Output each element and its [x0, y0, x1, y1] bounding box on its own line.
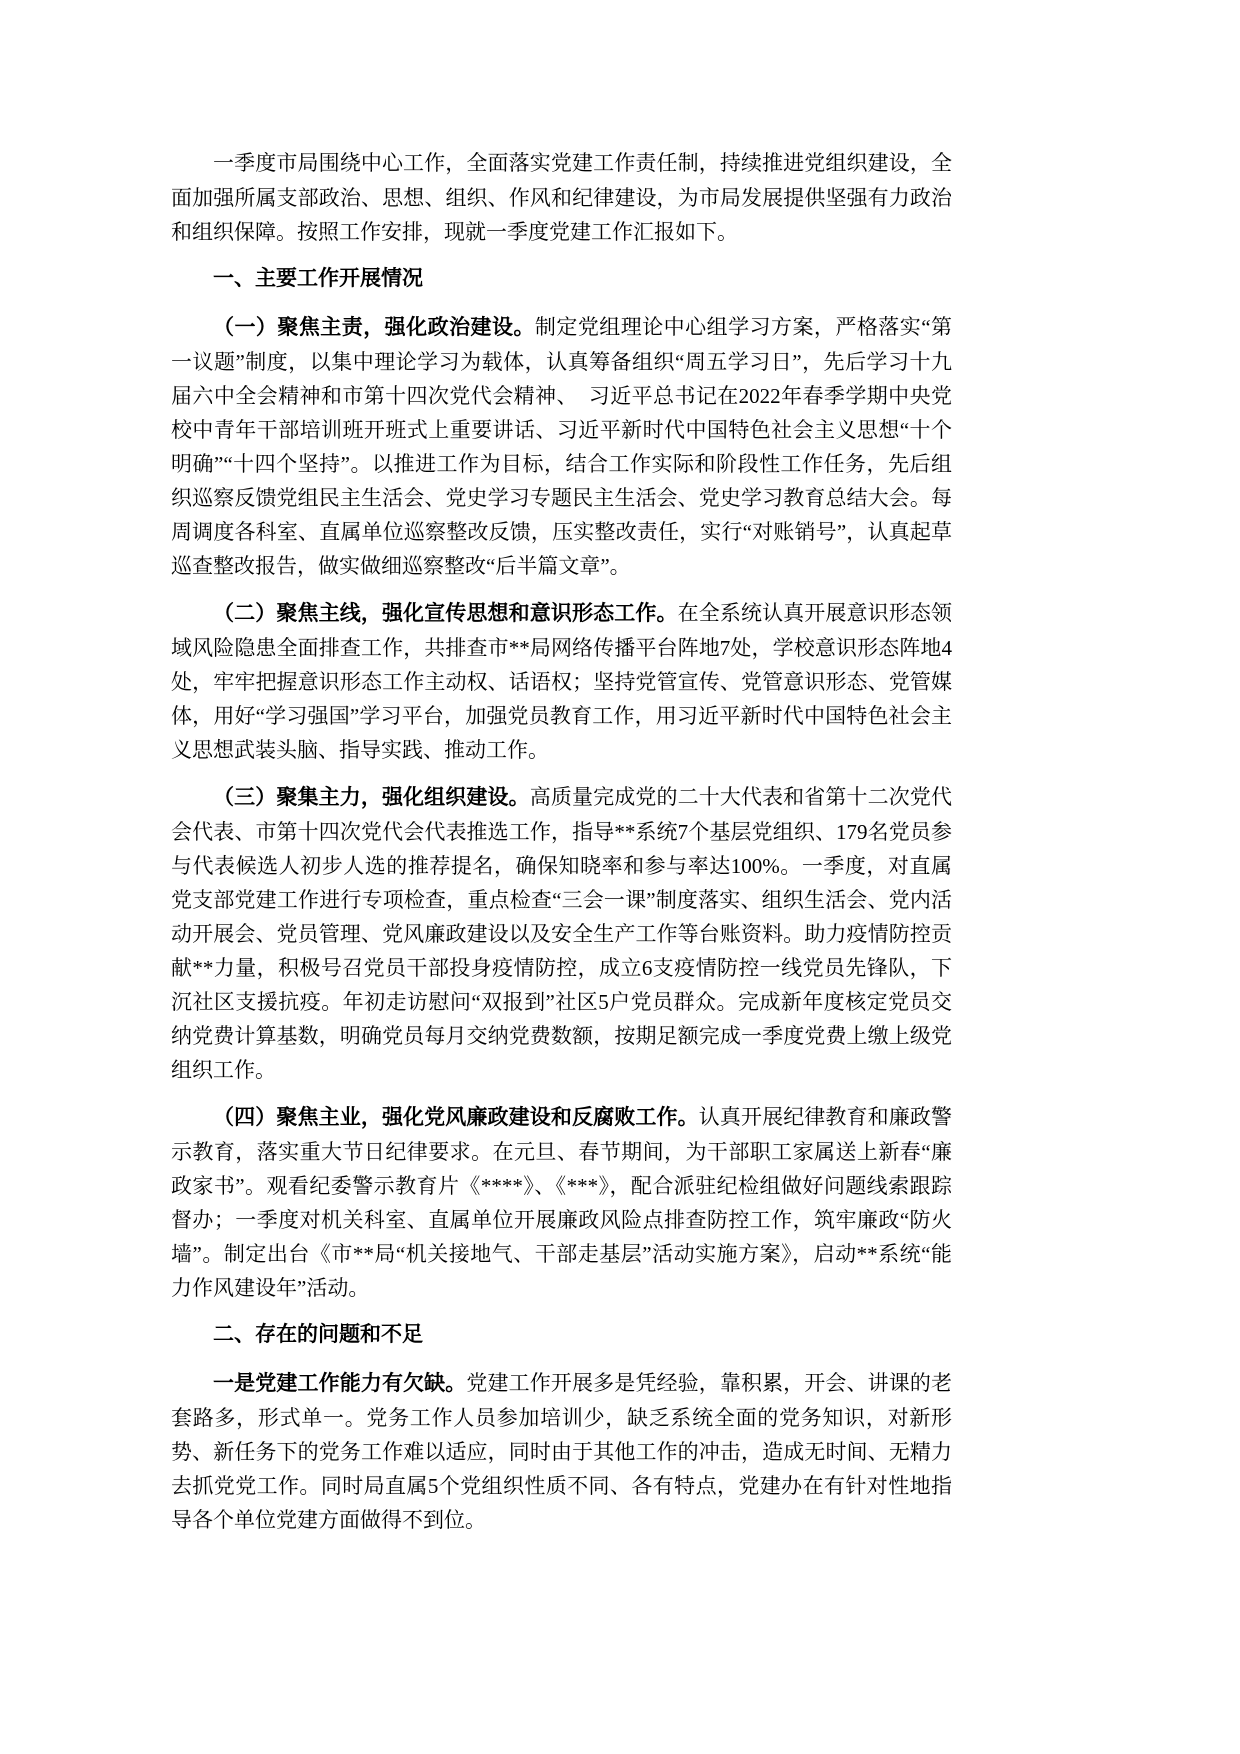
- section-heading-1: 一、主要工作开展情况: [213, 267, 423, 290]
- paragraph-lead: （三）聚集主力，强化组织建设。: [213, 786, 530, 809]
- paragraph-item-2: [171, 596, 952, 767]
- paragraph-item-1: [171, 310, 952, 583]
- paragraph-lead: 一是党建工作能力有欠缺。: [213, 1372, 467, 1395]
- paragraph-text: 制定党组理论中心组学习方案，严格落实“第一议题”制度，以集中理论学习为载体，认真筹备组织“周五学习日”，先后学习十九届六中全会精神和市第十四次党代会精神、 习近平总书记在2022年春季学期中央党校中青年干部培训班开班式上重要讲话、习近平新时代中国特色社会主义思想“十个明确”“十四个坚持”。以推进工作为目标，结合工作实际和阶段性工作任务，先后组织巡察反馈党组民主生活会、党史学习专题民主生活会、党史学习教育总结大会。每周调度各科室、直属单位巡察整改反馈，压实整改责任，实行“对账销号”，认真起草巡查整改报告，做实做细巡察整改“后半篇文章”。: [171, 315, 952, 578]
- paragraph-text: 在全系统认真开展意识形态领域风险隐患全面排查工作，共排查市**局网络传播平台阵地7处，学校意识形态阵地4处，牢牢把握意识形态工作主动权、话语权；坚持党管宣传、党管意识形态、党管媒体，用好“学习强国”学习平台，加强党员教育工作，用习近平新时代中国特色社会主义思想武装头脑、指导实践、推动工作。: [171, 601, 953, 762]
- paragraph-item-3: [171, 780, 952, 1087]
- paragraph-lead: （一）聚焦主责，强化政治建设。: [213, 316, 535, 339]
- paragraph-text: 认真开展纪律教育和廉政警示教育，落实重大节日纪律要求。在元旦、春节期间，为干部职工家属送上新春“廉政家书”。观看纪委警示教育片《****》、《***》，配合派驻纪检组做好问题线索跟踪督办；一季度对机关科室、直属单位开展廉政风险点排查防控工作，筑牢廉政“防火墙”。制定出台《市**局“机关接地气、干部走基层”活动实施方案》，启动**系统“能力作风建设年”活动。: [171, 1105, 953, 1300]
- paragraph-item-4: [171, 1100, 952, 1305]
- paragraph-text: 一季度市局围绕中心工作，全面落实党建工作责任制，持续推进党组织建设，全面加强所属支部政治、思想、组织、作风和纪律建设，为市局发展提供坚强有力政治和组织保障。按照工作安排，现就一季度党建工作汇报如下。: [171, 151, 952, 244]
- section-heading-2: 二、存在的问题和不足: [213, 1323, 423, 1346]
- paragraph-text: 党建工作开展多是凭经验，靠积累，开会、讲课的老套路多，形式单一。党务工作人员参加培训少，缺乏系统全面的党务知识，对新形势、新任务下的党务工作难以适应，同时由于其他工作的冲击，造成无时间、无精力去抓党党工作。同时局直属5个党组织性质不同、各有特点，党建办在有针对性地指导各个单位党建方面做得不到位。: [171, 1371, 953, 1532]
- problem-paragraph-1: [171, 1366, 952, 1537]
- paragraph-lead: （二）聚焦主线，强化宣传思想和意识形态工作。: [213, 602, 678, 625]
- paragraph-lead: （四）聚焦主业，强化党风廉政建设和反腐败工作。: [213, 1106, 699, 1129]
- intro-paragraph: [171, 146, 952, 249]
- paragraph-text: 高质量完成党的二十大代表和省第十二次党代会代表、市第十四次党代会代表推选工作，指导**系统7个基层党组织、179名党员参与代表候选人初步人选的推荐提名，确保知晓率和参与率达100%。一季度，对直属党支部党建工作进行专项检查，重点检查“三会一课”制度落实、组织生活会、党内活动开展会、党员管理、党风廉政建设以及安全生产工作等台账资料。助力疫情防控贡献**力量，积极号召党员干部投身疫情防控，成立6支疫情防控一线党员先锋队，下沉社区支援抗疫。年初走访慰问“双报到”社区5户党员群众。完成新年度核定党员交纳党费计算基数，明确党员每月交纳党费数额，按期足额完成一季度党费上缴上级党组织工作。: [171, 785, 952, 1082]
